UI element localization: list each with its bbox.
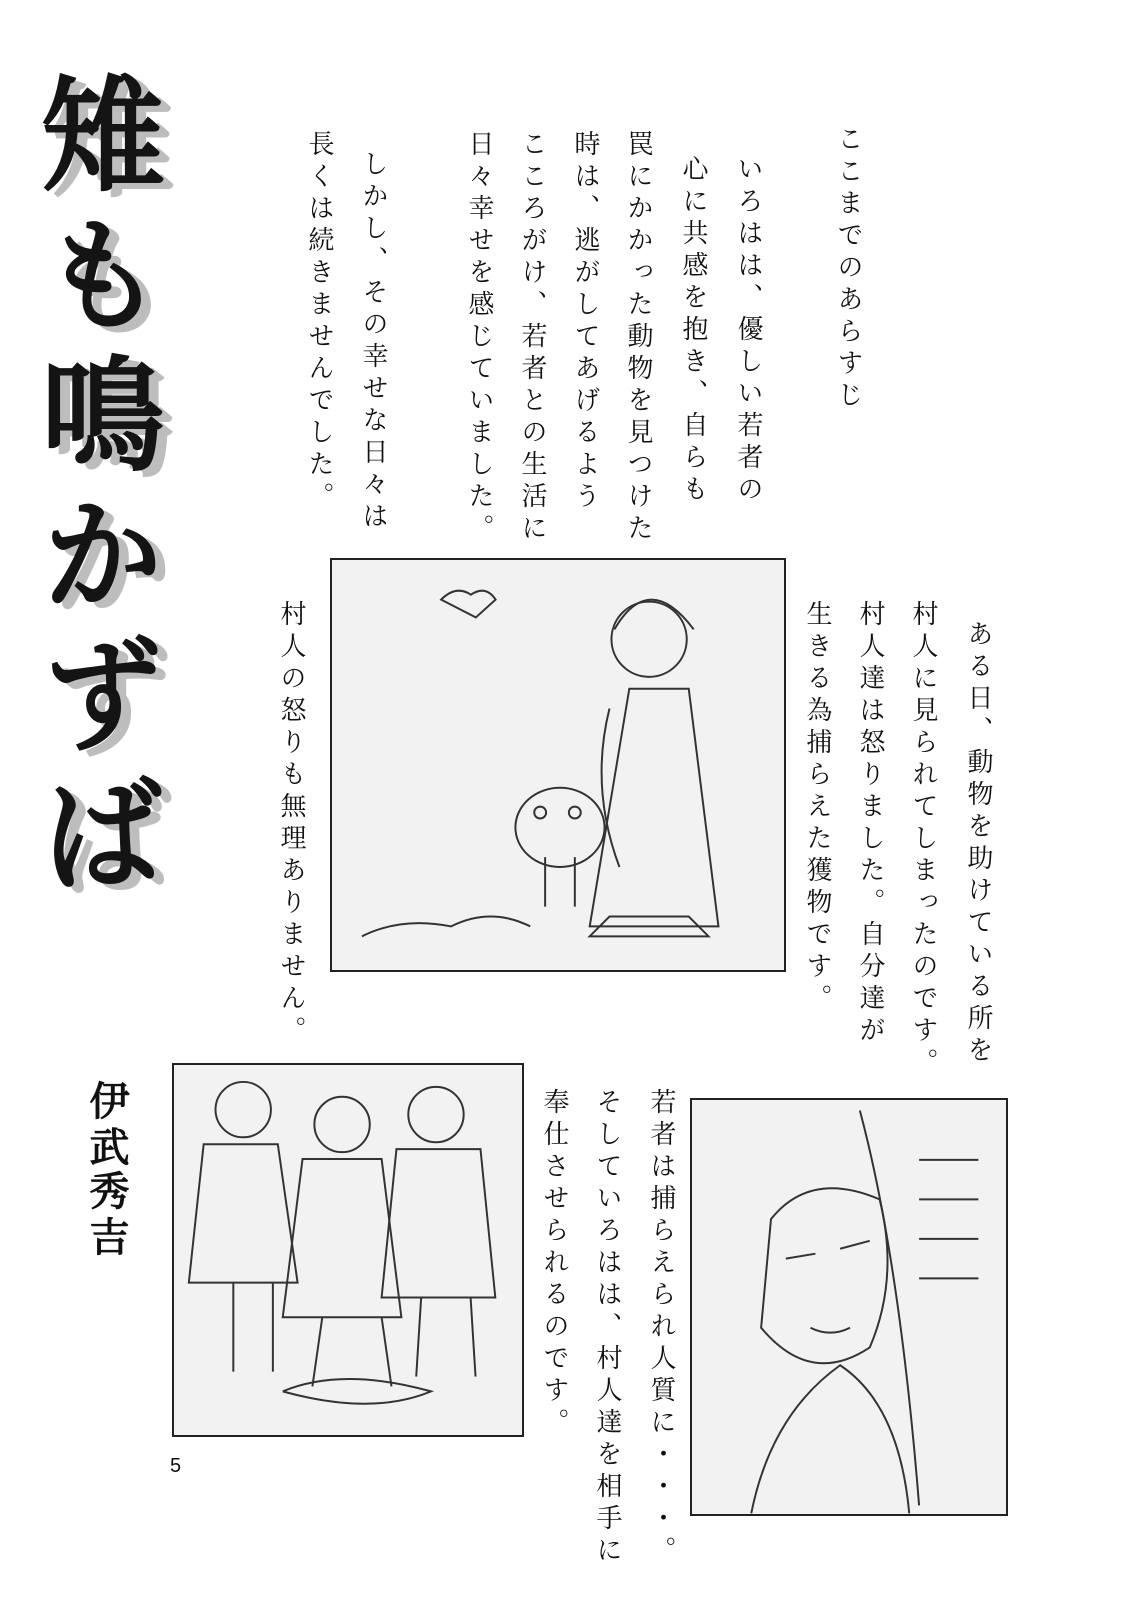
author-surname: 伊武 — [83, 1080, 130, 1172]
villagers-illustration — [174, 1065, 522, 1435]
maiden-illustration — [332, 560, 784, 970]
illustration-panel-villagers — [172, 1063, 524, 1437]
synopsis-line: 時は、逃がしてあげるよう — [570, 130, 600, 514]
synopsis-line: 罠にかかった動物を見つけた — [623, 130, 653, 546]
synopsis-line: こころがけ、若者との生活に — [517, 130, 547, 546]
synopsis-line: 長くは続きませんでした。 — [304, 130, 334, 514]
lower-line: 若者は捕らえられ人質に・・・。 — [646, 1088, 676, 1568]
page-number: 5 — [170, 1455, 182, 1477]
synopsis-line: しかし、その幸せな日々は — [358, 150, 388, 534]
middle-line: 村人達は怒りました。自分達が — [855, 600, 885, 1048]
middle-line: ある日、動物を助けている所を — [963, 620, 993, 1068]
lower-line: そしていろはは、村人達を相手に — [592, 1088, 622, 1568]
synopsis-line: いろはは、優しい若者の — [733, 155, 763, 507]
illustration-panel-maiden — [330, 558, 786, 972]
middle-line: 村人に見られてしまったのです。 — [908, 600, 938, 1080]
middle-line: 生きる為捕らえた獲物です。 — [802, 600, 832, 1016]
lower-line: 奉仕させられるのです。 — [539, 1088, 569, 1440]
young-man-illustration — [692, 1100, 1006, 1514]
page-title: 雉も鳴かずば — [20, 70, 165, 910]
middle-left-line: 村人の怒りも無理ありません。 — [276, 600, 306, 1048]
synopsis-line: 日々幸せを感じていました。 — [464, 130, 494, 546]
illustration-panel-young-man — [690, 1098, 1008, 1516]
author-given-name: 秀吉 — [83, 1170, 130, 1262]
synopsis-line: 心に共感を抱き、自らも — [678, 155, 708, 507]
synopsis-heading: ここまでのあらすじ — [833, 125, 863, 413]
